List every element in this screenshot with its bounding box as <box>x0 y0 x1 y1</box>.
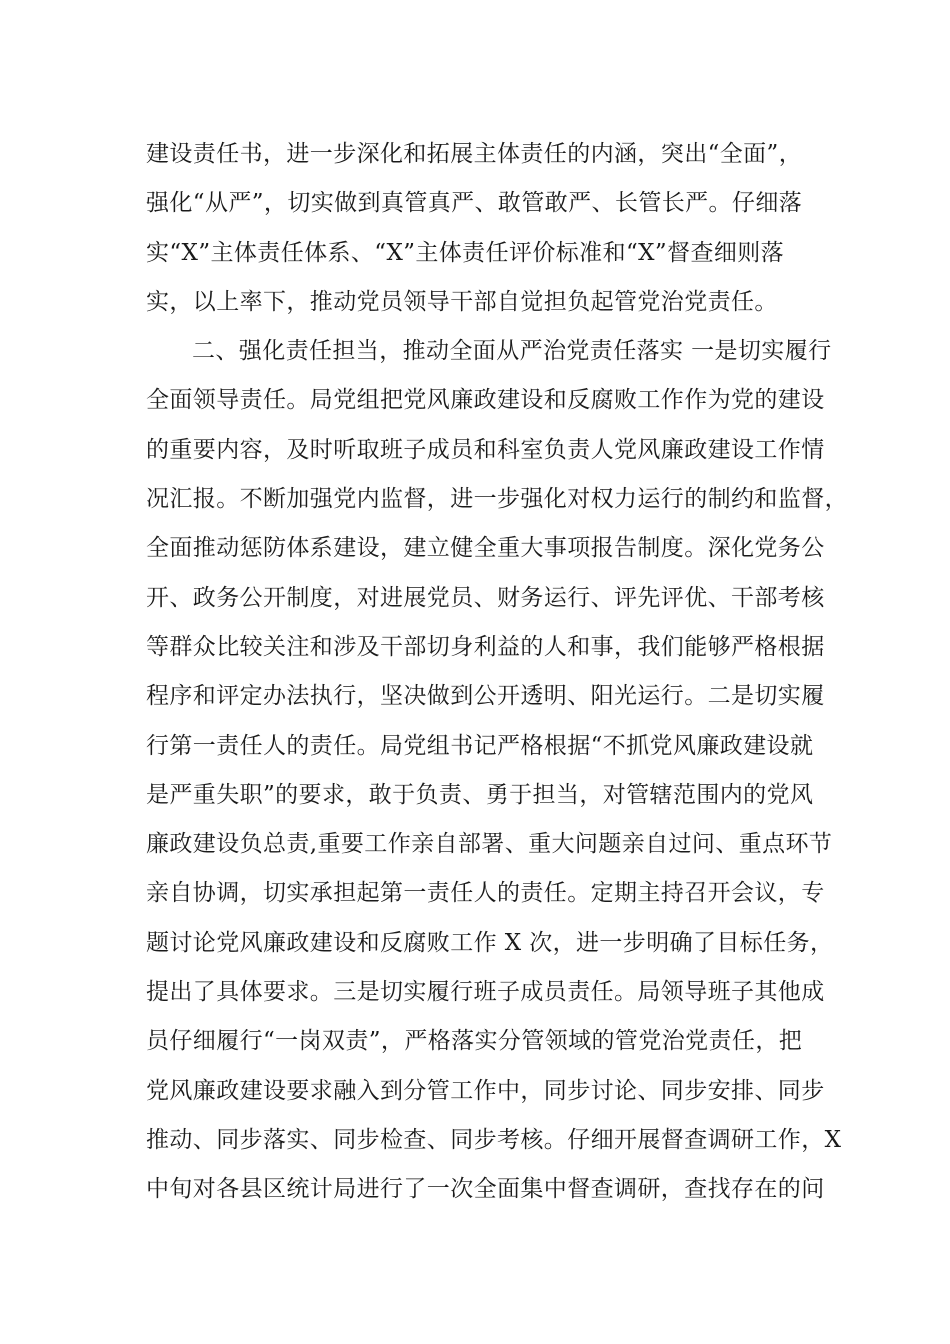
text-line: 中旬对各县区统计局进行了一次全面集中督查调研，查找存在的问 <box>146 1176 825 1203</box>
text-line: 题讨论党风廉政建设和反腐败工作 X 次，进一步明确了目标任务， <box>146 929 834 956</box>
text-line: 实，以上率下，推动党员领导干部自觉担负起管党治党责任。 <box>146 288 778 315</box>
text-line: 行第一责任人的责任。局党组书记严格根据“不抓党风廉政建设就 <box>146 732 814 759</box>
text-line: 等群众比较关注和涉及干部切身利益的人和事，我们能够严格根据 <box>146 633 825 660</box>
text-line: 提出了具体要求。三是切实履行班子成员责任。局领导班子其他成 <box>146 979 825 1006</box>
text-line: 况汇报。不断加强党内监督，进一步强化对权力运行的制约和监督， <box>146 486 848 513</box>
body-text <box>146 130 848 1215</box>
text-line: 开、政务公开制度，对进展党员、财务运行、评先评优、干部考核 <box>146 584 825 611</box>
text-line: 党风廉政建设要求融入到分管工作中，同步讨论、同步安排、同步 <box>146 1077 825 1104</box>
text-line: 推动、同步落实、同步检查、同步考核。仔细开展督查调研工作，X <box>146 1126 842 1153</box>
text-line: 程序和评定办法执行，坚决做到公开透明、阳光运行。二是切实履 <box>146 683 825 710</box>
text-line: 亲自协调，切实承担起第一责任人的责任。定期主持召开会议，专 <box>146 880 825 907</box>
text-line: 的重要内容，及时听取班子成员和科室负责人党风廉政建设工作情 <box>146 436 825 463</box>
text-line: 是严重失职”的要求，敢于负责、勇于担当，对管辖范围内的党风 <box>146 781 814 808</box>
text-line: 实“X”主体责任体系、“X”主体责任评价标准和“X”督查细则落 <box>146 239 785 266</box>
text-line: 建设责任书，进一步深化和拓展主体责任的内涵，突出“全面”， <box>146 141 803 167</box>
text-line: 强化“从严”，切实做到真管真严、敢管敢严、长管长严。仔细落 <box>146 190 803 217</box>
text-line: 廉政建设负总责,重要工作亲自部署、重大问题亲自过问、重点环节 <box>146 831 833 858</box>
text-line: 员仔细履行“一岗双责”，严格落实分管领域的管党治党责任，把 <box>146 1028 803 1055</box>
text-line: 全面领导责任。局党组把党风廉政建设和反腐败工作作为党的建设 <box>146 387 825 414</box>
section-heading-line: 二、强化责任担当，推动全面从严治党责任落实 一是切实履行 <box>192 338 832 365</box>
text-line: 全面推动惩防体系建设，建立健全重大事项报告制度。深化党务公 <box>146 535 825 562</box>
